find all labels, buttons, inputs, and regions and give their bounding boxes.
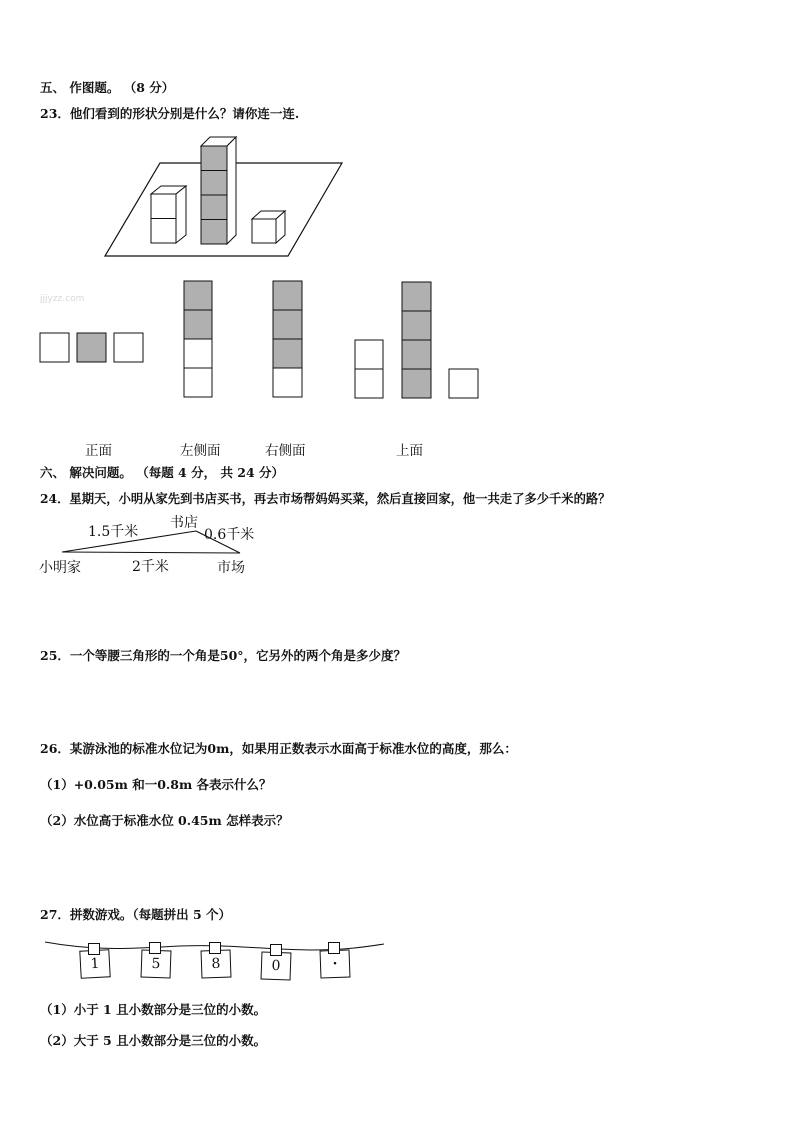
view-option-3 (273, 281, 302, 397)
label-bookstore: 书店 (170, 515, 198, 531)
q27-card-5: · (320, 949, 351, 978)
view-option-1 (40, 333, 143, 362)
view-option-4 (355, 282, 478, 398)
q27-card-3: 8 (201, 949, 232, 978)
label-home-bookstore: 1.5千米 (88, 524, 139, 540)
q27-card-2: 5 (141, 949, 172, 978)
q27-clip-1 (88, 943, 100, 955)
view-option-2 (184, 281, 212, 397)
left-stack (151, 186, 186, 243)
question-27-part-2: （2）大于 5 且小数部分是三位的小数。 (40, 1033, 267, 1048)
label-bookstore-market: 0.6千米 (204, 527, 255, 543)
question-25: 25．一个等腰三角形的一个角是50°，它另外的两个角是多少度？ (40, 648, 407, 663)
view-label-top: 上面 (396, 443, 423, 459)
label-home: 小明家 (39, 560, 81, 576)
q27-clip-4 (270, 944, 282, 956)
question-23: 23．他们看到的形状分别是什么？请你连一连. (40, 106, 300, 121)
view-label-left: 左侧面 (180, 443, 221, 459)
q27-clip-5 (328, 942, 340, 954)
section6-heading: 六、 解决问题。 （每题 4 分， 共 24 分） (40, 465, 285, 480)
q27-card-4: 0 (261, 951, 292, 980)
label-home-market: 2千米 (132, 559, 169, 575)
tall-stack (201, 137, 236, 244)
view-label-right: 右侧面 (265, 443, 306, 459)
question-26-part-2: （2）水位高于标准水位 0.45m 怎样表示？ (40, 813, 289, 828)
q27-clip-2 (149, 942, 161, 954)
question-24: 24．星期天，小明从家先到书店买书，再去市场帮妈妈买菜，然后直接回家，他一共走了多少千米的路？ (40, 491, 611, 506)
single-cube (252, 211, 285, 243)
question-27: 27．拼数游戏。（每题拼出 5 个） (40, 907, 232, 922)
question-26-part-1: （1）+0.05m 和一0.8m 各表示什么？ (40, 777, 272, 792)
q27-card-1: 1 (79, 949, 110, 979)
q27-clip-3 (209, 942, 221, 954)
question-27-part-1: （1）小于 1 且小数部分是三位的小数。 (40, 1002, 267, 1017)
section5-heading: 五、 作图题。 （8 分） (40, 80, 175, 95)
question-26: 26．某游泳池的标准水位记为0m，如果用正数表示水面高于标准水位的高度，那么： (40, 741, 517, 756)
watermark: jjjyzz.com (40, 294, 85, 304)
label-market: 市场 (217, 560, 245, 576)
view-label-front: 正面 (85, 443, 112, 459)
